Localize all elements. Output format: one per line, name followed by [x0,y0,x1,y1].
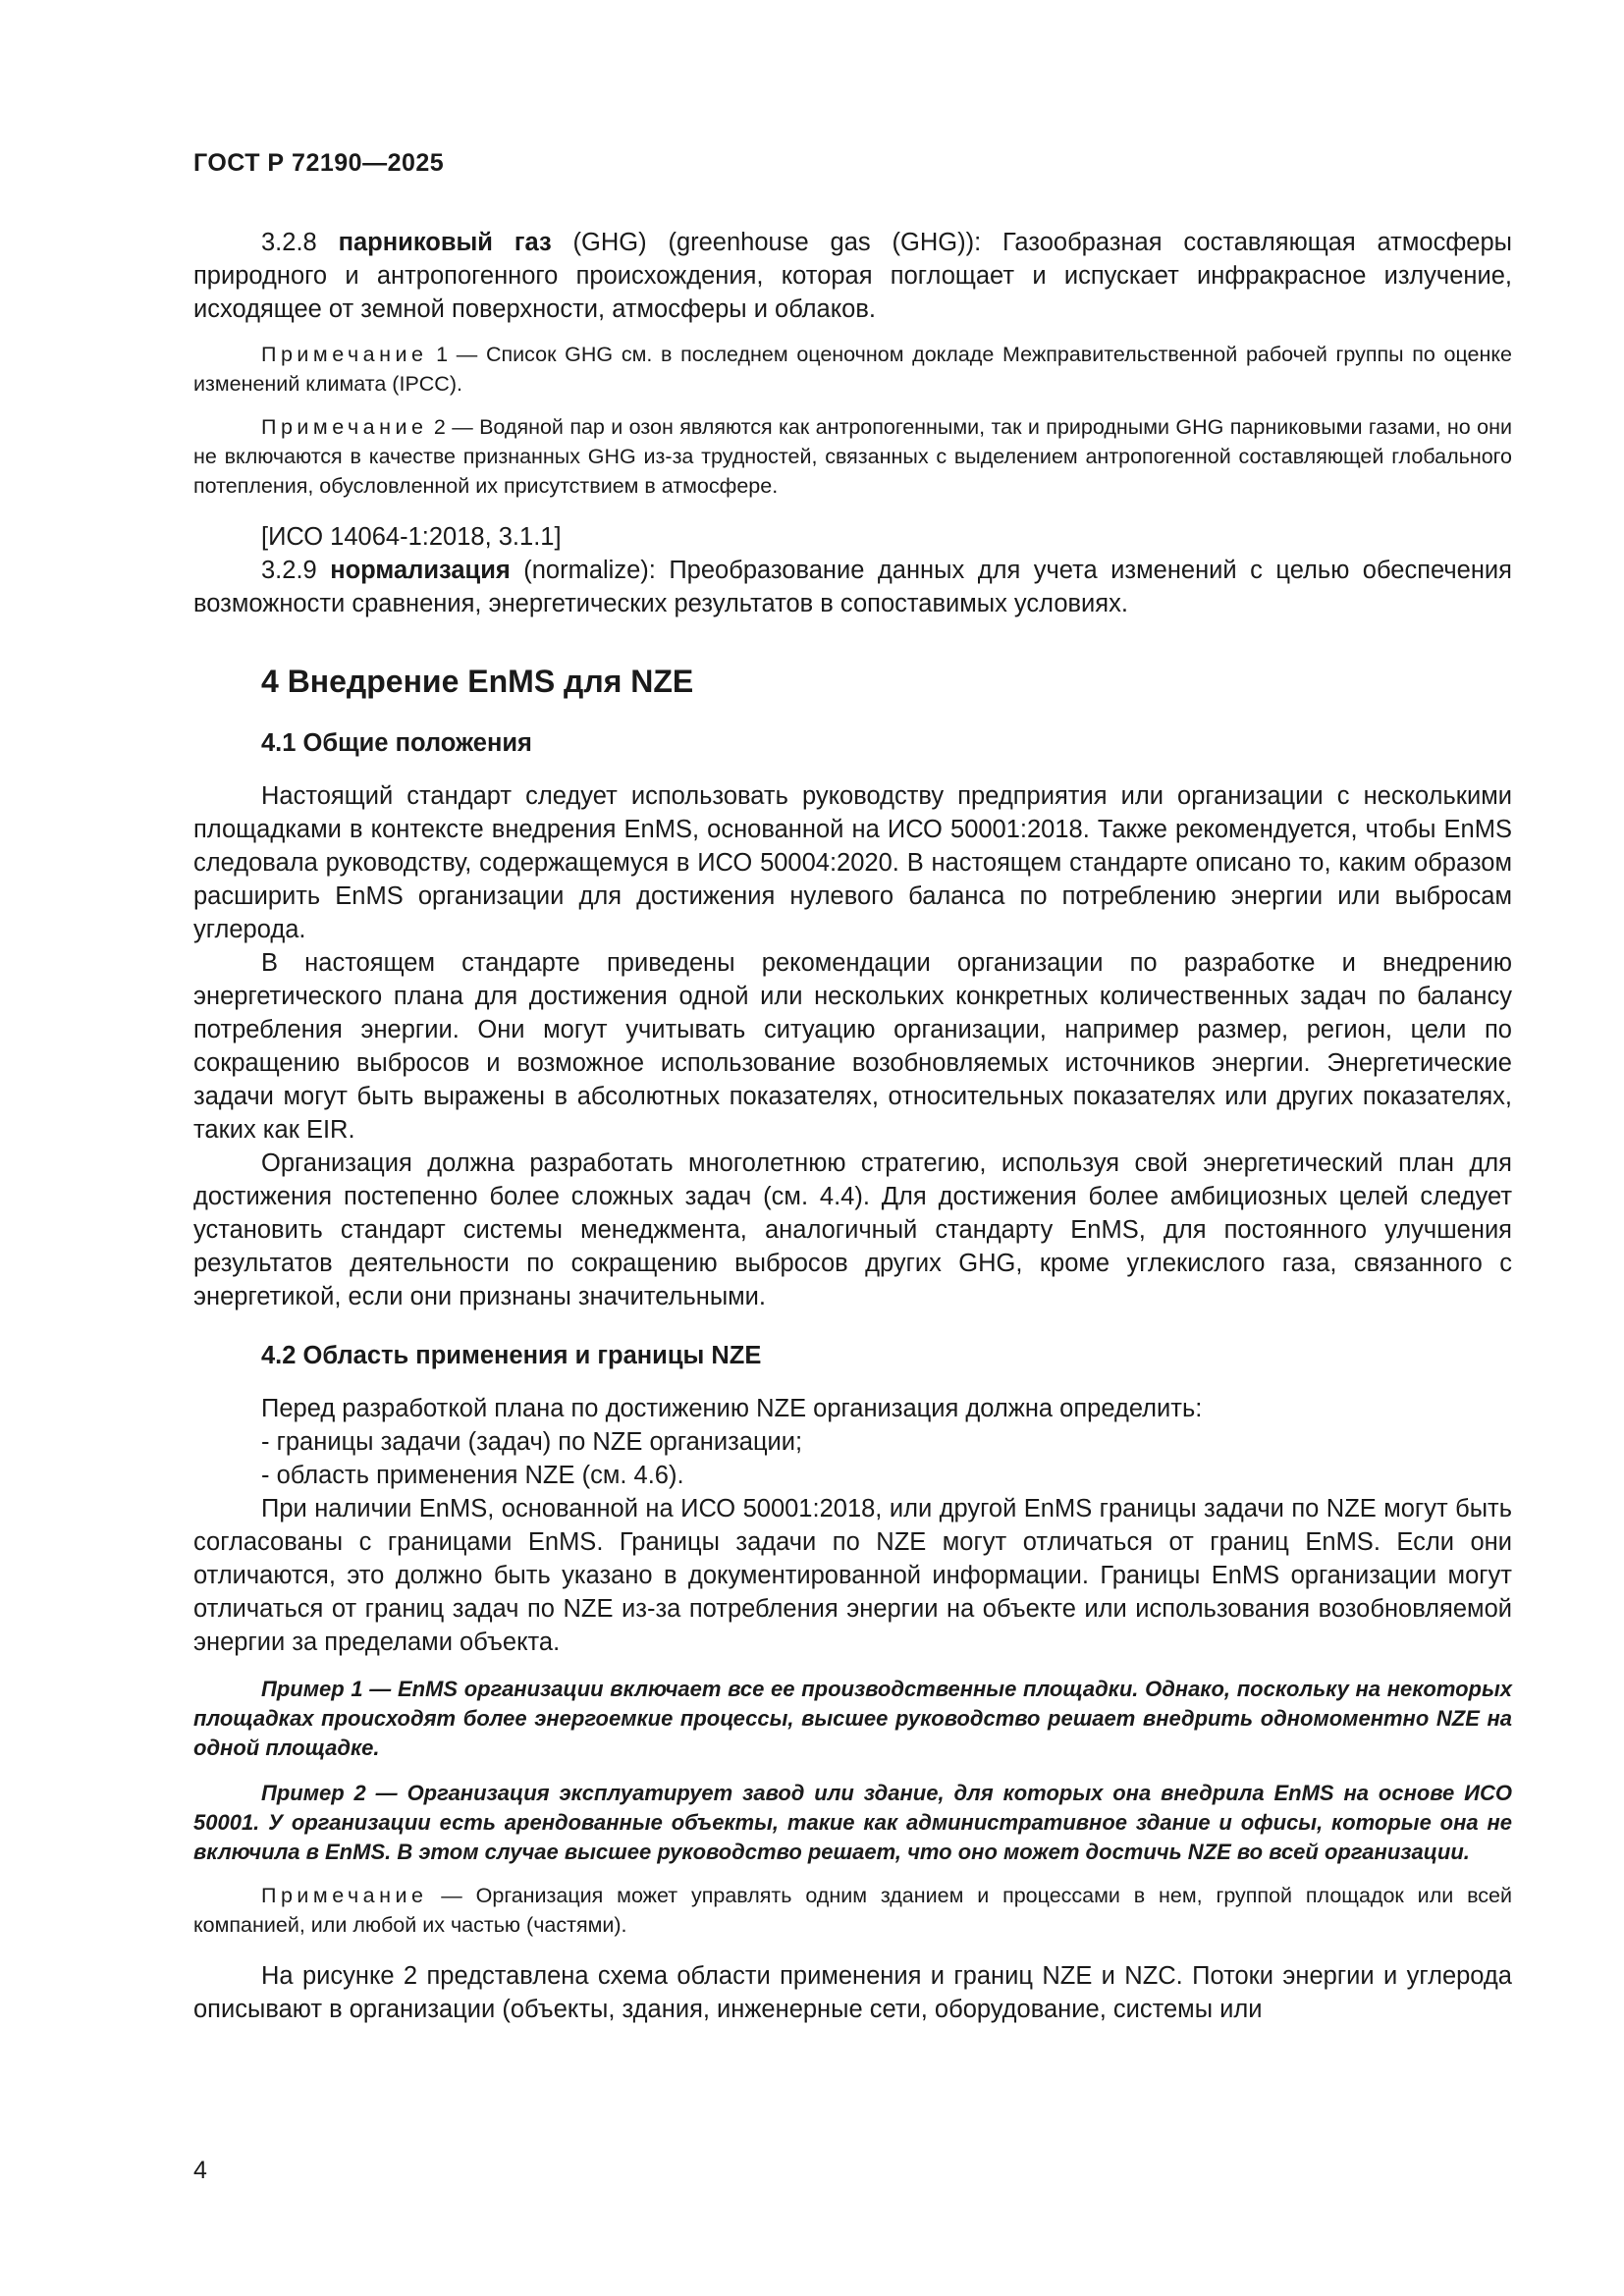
term-number: 3.2.9 [261,557,331,584]
section-4-1-title: 4.1 Общие положения [261,729,532,757]
page-content [193,226,1512,2026]
note-1 [193,340,1512,399]
term-definition: (GHG) (greenhouse gas (GHG)): Газообразная составляющая атмосферы природного и антропогенного происхождения, которая поглощает и испускает инфракрасное излучение, исходящее от земной поверхности, атмосферы и облаков. [193,229,1512,323]
document-header: ГОСТ Р 72190—2025 [193,149,445,177]
section-4-2-title: 4.2 Область применения и границы NZE [261,1342,762,1369]
term-definition: (normalize): Преобразование данных для учета изменений с целью обеспечения возможности сравнения, энергетических результатов в сопоставимых условиях. [193,557,1512,617]
page-number: 4 [193,2157,207,2184]
term-name: нормализация [330,557,511,584]
note-label: Примечание [261,415,428,439]
paragraph: Настоящий стандарт следует использовать руководству предприятия или организации с несколькими площадками в контексте внедрения EnMS, основанной на ИСО 50001:2018. Также рекомендуется, чтобы EnMS следовала руководству, содержащемуся в ИСО 50004:2020. В настоящем стандарте описано то, каким образом расширить EnMS организации для достижения нулевого баланса по потреблению энергии или выбросам углерода. [193,782,1512,943]
note-label: Примечание [261,343,428,366]
paragraph: В настоящем стандарте приведены рекомендации организации по разработке и внедрению энергетического плана для достижения одной или нескольких конкретных количественных задач по балансу потребления энергии. Они могут учитывать ситуацию организации, например размер, регион, цели по сокращению выбросов и возможное использование возобновляемых источников энергии. Энергетические задачи могут быть выражены в абсолютных показателях, относительных показателях или других показателях, таких как EIR. [193,949,1512,1144]
note-2 [193,412,1512,501]
list-item: - область применения NZE (см. 4.6). [261,1462,684,1489]
note-text: 1 — Список GHG см. в последнем оценочном докладе Межправительственной рабочей группы по оценке изменений климата (IPCC). [193,343,1512,396]
list-item: - границы задачи (задач) по NZE организации; [261,1428,803,1456]
example-1: Пример 1 — EnMS организации включает все ее производственные площадки. Однако, поскольку на некоторых площадках происходят более энергоемкие процессы, высшее руководство решает внедрить одномоментно NZE на одной площадке. [193,1677,1512,1760]
source-reference: [ИСО 14064-1:2018, 3.1.1] [261,523,562,551]
note-text: — Организация может управлять одним зданием и процессами в нем, группой площадок или всей компанией, или любой их частью (частями). [193,1884,1512,1937]
note-text: 2 — Водяной пар и озон являются как антропогенными, так и природными GHG парниковыми газами, но они не включаются в качестве признанных GHG из-за трудностей, связанных с выделением антропогенной составляющей глобального потепления, обусловленной их присутствием в атмосфере. [193,415,1512,498]
section-4-title: 4 Внедрение EnMS для NZE [261,664,694,699]
term-3-2-8 [193,226,1512,326]
example-2: Пример 2 — Организация эксплуатирует завод или здание, для которых она внедрила EnMS на основе ИСО 50001. У организации есть арендованные объекты, такие как административное здание и офисы, которые она не включила в EnMS. В этом случае высшее руководство решает, что оно может достичь NZE во всей организации. [193,1781,1512,1864]
paragraph: Перед разработкой плана по достижению NZE организация должна определить: [261,1395,1203,1422]
paragraph: При наличии EnMS, основанной на ИСО 50001:2018, или другой EnMS границы задачи по NZE могут быть согласованы с границами EnMS. Границы задачи по NZE могут отличаться от границ EnMS. Если они отличаются, это должно быть указано в документированной информации. Границы EnMS организации могут отличаться от границ задач по NZE из-за потребления энергии на объекте или использования возобновляемой энергии за пределами объекта. [193,1495,1512,1656]
term-number: 3.2.8 [261,229,339,256]
paragraph: На рисунке 2 представлена схема области применения и границ NZE и NZC. Потоки энергии и углерода описывают в организации (объекты, здания, инженерные сети, оборудование, системы или [193,1962,1512,2023]
term-3-2-9 [193,554,1512,620]
paragraph: Организация должна разработать многолетнюю стратегию, используя свой энергетический план для достижения постепенно более сложных задач (см. 4.4). Для достижения более амбициозных целей следует установить стандарт системы менеджмента, аналогичный стандарту EnMS, для постоянного улучшения результатов деятельности по сокращению выбросов других GHG, кроме углекислого газа, связанного с энергетикой, если они признаны значительными. [193,1149,1512,1310]
term-name: парниковый газ [338,229,552,256]
note-3 [193,1881,1512,1940]
note-label: Примечание [261,1884,428,1907]
